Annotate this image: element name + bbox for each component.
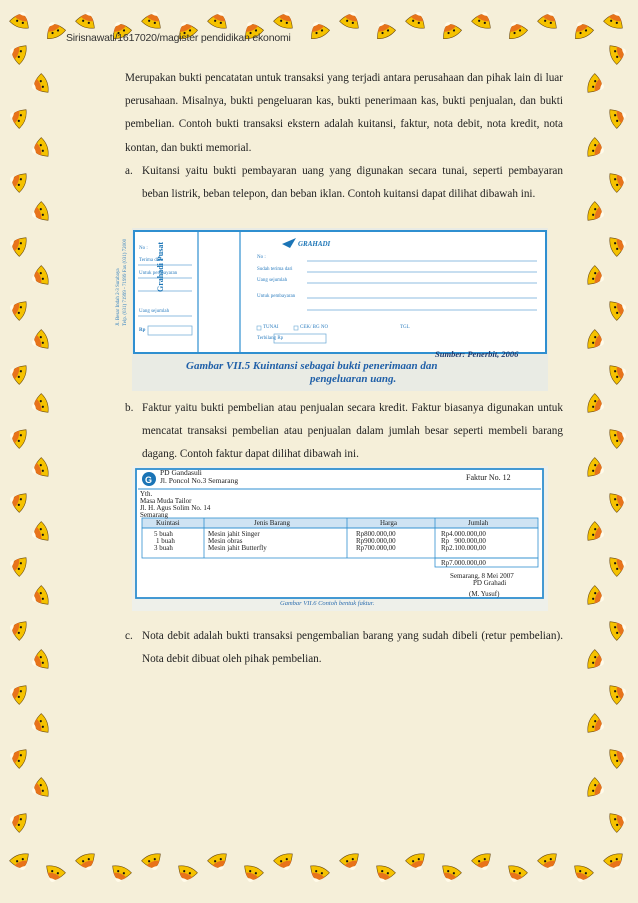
candy-corn-icon (569, 16, 595, 42)
price-2: Rp900.000,00 (356, 537, 396, 545)
list-item-b (125, 397, 563, 467)
receipt-company: Grahadi Pusat (156, 241, 165, 292)
candy-corn-icon (4, 40, 30, 66)
receipt-caption-1: Gambar VII.5 Kuintansi sebagai bukti penerimaan dan (186, 360, 438, 372)
invoice-to-1: Masa Muda Tailor (140, 497, 192, 505)
candy-corn-icon (41, 862, 67, 888)
candy-corn-icon (584, 392, 610, 418)
receipt-address: Jl. Besar Indah 2-3 Surabaya (116, 268, 121, 326)
amount-2: Rp 900.000,00 (441, 537, 486, 545)
stub-uang: Uang sejumlah (139, 309, 170, 314)
candy-corn-icon (4, 808, 30, 834)
main-tunai: TUNAI (263, 325, 279, 330)
qty-3: 3 buah (154, 544, 173, 552)
item-a-marker: a. (125, 164, 133, 177)
candy-corn-icon (606, 552, 632, 578)
candy-corn-icon (437, 862, 463, 888)
candy-corn-icon (305, 862, 331, 888)
main-rp: Terbilang Rp (257, 336, 284, 341)
candy-corn-icon (4, 296, 30, 322)
border-bottom (0, 840, 638, 903)
invoice-address: Jl. Poncol No.3 Semarang (160, 476, 239, 485)
candy-corn-icon (206, 6, 232, 32)
candy-corn-icon (584, 136, 610, 162)
candy-corn-icon (173, 862, 199, 888)
main-no: No : (257, 255, 266, 260)
candy-corn-icon (606, 616, 632, 642)
invoice-company: PD Gandasuli (160, 468, 202, 477)
amount-total: Rp7.000.000,00 (441, 559, 486, 567)
goods-3: Mesin jahit Butterfly (208, 544, 267, 552)
candy-corn-icon (437, 16, 463, 42)
amount-3: Rp2.100.000,00 (441, 544, 486, 552)
item-b-text: Faktur yaitu bukti pembelian atau penjualan secara kredit. Faktur biasanya digunakan untuk mencatat transaksi pembelian atau penjualan dalam jumlah besar seperti membeli barang dagang. Contoh faktur dapat dilihat dibawah ini. (142, 402, 563, 461)
amount-1: Rp4.000.000,00 (441, 530, 486, 538)
col-header-harga: Harga (380, 519, 397, 527)
receipt-phone: Telp. (031) 71999 - 71999 Fax (031) 72000 (123, 238, 128, 326)
candy-corn-icon (404, 850, 430, 876)
main-terima: Sudah terima dari (257, 267, 293, 272)
candy-corn-icon (26, 200, 52, 226)
candy-corn-icon (470, 850, 496, 876)
item-c-marker: c. (125, 630, 133, 642)
main-content (125, 67, 563, 206)
receipt-logo-text: GRAHADI (298, 240, 331, 248)
price-1: Rp800.000,00 (356, 530, 396, 538)
candy-corn-icon (606, 808, 632, 834)
border-left (0, 40, 60, 850)
candy-corn-icon (404, 6, 430, 32)
invoice-to-2: Jl. H. Agus Solim No. 14 (140, 504, 211, 512)
item-c-text: Nota debit adalah bukti transaksi pengembalian barang yang sudah dibeli (retur pembelian). Nota debit dibuat oleh pihak pembelian. (142, 630, 563, 666)
candy-corn-icon (26, 584, 52, 610)
candy-corn-icon (239, 862, 265, 888)
qty-2: 1 buah (156, 537, 175, 545)
stub-terima: Terima dari (139, 258, 163, 263)
candy-corn-icon (4, 168, 30, 194)
main-untuk: Untuk pembayaran (257, 294, 296, 299)
candy-corn-icon (503, 16, 529, 42)
candy-corn-icon (584, 648, 610, 674)
invoice-caption: Gambar VII.6 Contoh bentuk faktur. (280, 600, 375, 607)
list-item-a (125, 160, 563, 206)
page-header: Sirisnawati/1617020/magister pendidikan ekonomi (66, 32, 291, 44)
candy-corn-icon (107, 862, 133, 888)
svg-text:G: G (145, 475, 153, 485)
receipt-source: Sumber: Penerbit, 2006 (435, 349, 519, 359)
candy-corn-icon (606, 744, 632, 770)
candy-corn-icon (26, 136, 52, 162)
candy-corn-icon (606, 680, 632, 706)
candy-corn-icon (74, 6, 100, 32)
price-3: Rp700.000,00 (356, 544, 396, 552)
candy-corn-icon (602, 850, 628, 876)
qty-1: 5 buah (154, 530, 173, 538)
candy-corn-icon (4, 360, 30, 386)
candy-corn-icon (4, 232, 30, 258)
candy-corn-icon (606, 168, 632, 194)
candy-corn-icon (26, 520, 52, 546)
candy-corn-icon (536, 850, 562, 876)
candy-corn-icon (606, 488, 632, 514)
candy-corn-icon (26, 264, 52, 290)
invoice-signer: (M. Yusuf) (469, 590, 500, 598)
invoice-to-3: Semarang (140, 511, 168, 519)
candy-corn-icon (338, 850, 364, 876)
goods-1: Mesin jahit Singer (208, 530, 260, 538)
border-right (578, 40, 638, 850)
col-header-jenis: Jenis Barang (254, 519, 290, 527)
candy-corn-icon (584, 456, 610, 482)
candy-corn-icon (606, 360, 632, 386)
candy-corn-icon (74, 850, 100, 876)
stub-no: No : (139, 246, 148, 251)
candy-corn-icon (140, 850, 166, 876)
main-uang: Uang sejumlah (257, 278, 288, 283)
invoice-yth: Yth. (140, 490, 153, 498)
candy-corn-icon (26, 392, 52, 418)
candy-corn-icon (4, 424, 30, 450)
col-header-kuintasi: Kuintasi (156, 519, 180, 527)
candy-corn-icon (26, 456, 52, 482)
invoice-number: Faktur No. 12 (466, 473, 511, 482)
candy-corn-icon (26, 328, 52, 354)
candy-corn-icon (8, 850, 34, 876)
receipt-caption-2: pengeluaran uang. (310, 373, 397, 385)
candy-corn-icon (140, 6, 166, 32)
candy-corn-icon (371, 862, 397, 888)
candy-corn-icon (470, 6, 496, 32)
candy-corn-icon (206, 850, 232, 876)
candy-corn-icon (26, 648, 52, 674)
candy-corn-icon (606, 40, 632, 66)
candy-corn-icon (4, 488, 30, 514)
candy-corn-icon (4, 552, 30, 578)
candy-corn-icon (503, 862, 529, 888)
candy-corn-icon (584, 264, 610, 290)
candy-corn-icon (584, 200, 610, 226)
candy-corn-icon (606, 296, 632, 322)
candy-corn-icon (272, 6, 298, 32)
candy-corn-icon (338, 6, 364, 32)
candy-corn-icon (536, 6, 562, 32)
candy-corn-icon (606, 424, 632, 450)
stub-untuk: Untuk pembayaran (139, 271, 178, 276)
candy-corn-icon (41, 16, 67, 42)
item-b-marker: b. (125, 402, 134, 414)
candy-corn-icon (584, 712, 610, 738)
candy-corn-icon (4, 744, 30, 770)
candy-corn-icon (8, 6, 34, 32)
candy-corn-icon (584, 72, 610, 98)
candy-corn-icon (272, 850, 298, 876)
invoice-figure (132, 466, 548, 611)
candy-corn-icon (305, 16, 331, 42)
main-tgl: TGL (400, 325, 410, 330)
main-cek: CEK/ BG NO (300, 325, 329, 330)
item-a-text: Kuitansi yaitu bukti pembayaran uang yang digunakan secara tunai, seperti pembayaran beban listrik, beban telepon, dan beban iklan. Contoh kuitansi dapat dilihat dibawah ini. (142, 164, 563, 201)
invoice-signer-company: PD Grahadi (473, 579, 507, 587)
candy-corn-icon (569, 862, 595, 888)
candy-corn-icon (26, 776, 52, 802)
candy-corn-icon (371, 16, 397, 42)
candy-corn-icon (4, 616, 30, 642)
candy-corn-icon (606, 232, 632, 258)
receipt-figure (116, 228, 548, 391)
candy-corn-icon (26, 72, 52, 98)
candy-corn-icon (584, 584, 610, 610)
stub-rp: Rp (139, 328, 146, 333)
col-header-jumlah: Jumlah (468, 519, 489, 527)
candy-corn-icon (584, 328, 610, 354)
candy-corn-icon (26, 712, 52, 738)
candy-corn-icon (4, 104, 30, 130)
invoice-date: Semarang, 8 Mei 2007 (450, 572, 514, 580)
intro-paragraph: Merupakan bukti pencatatan untuk transaksi yang terjadi antara perusahaan dan pihak lain di luar perusahaan. Misalnya, bukti pengeluaran kas, bukti penerimaan kas, bukti penjualan, dan bukti pembelian. Contoh bukti transaksi ekstern adalah kuitansi, faktur, nota debit, nota kredit, nota kontan, dan bukti memorial. (125, 72, 563, 154)
goods-2: Mesin obras (208, 537, 243, 545)
candy-corn-icon (584, 520, 610, 546)
candy-corn-icon (606, 104, 632, 130)
candy-corn-icon (602, 6, 628, 32)
candy-corn-icon (584, 776, 610, 802)
list-item-c (125, 625, 563, 671)
candy-corn-icon (4, 680, 30, 706)
